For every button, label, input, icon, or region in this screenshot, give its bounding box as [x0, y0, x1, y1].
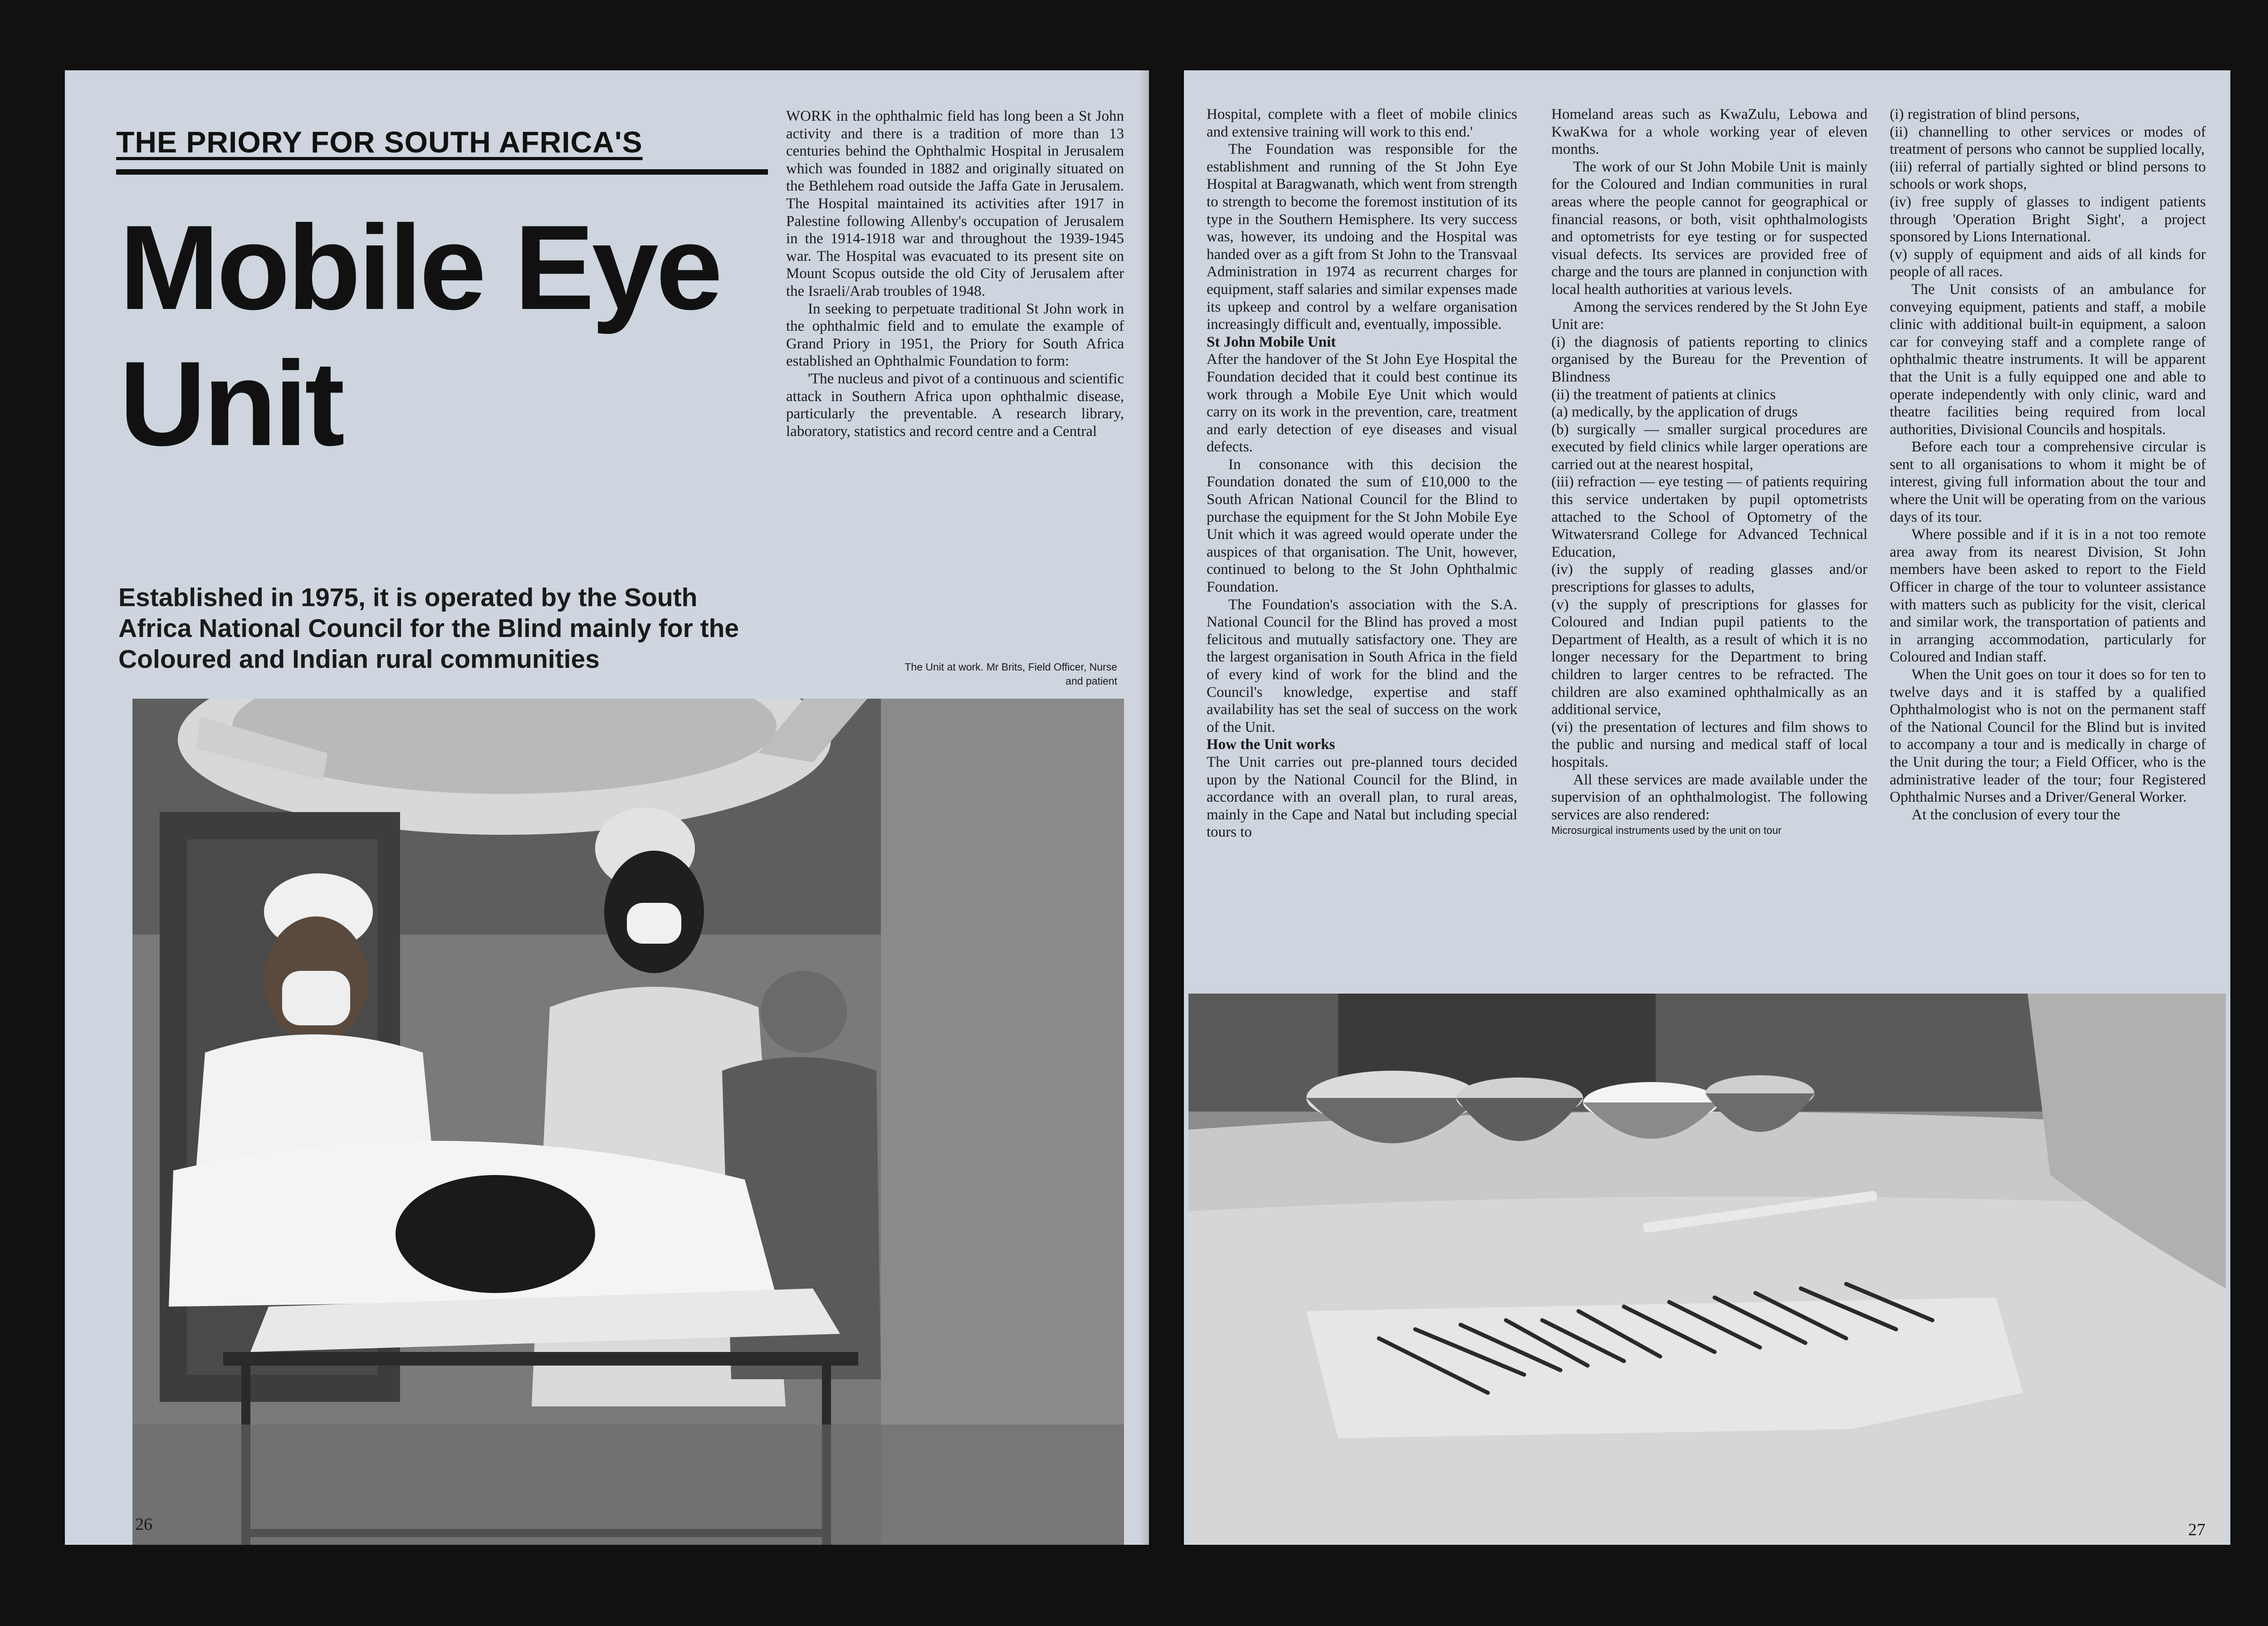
article-column-1 [1207, 106, 1517, 841]
paragraph: When the Unit goes on tour it does so for ten to twelve days and it is staffed by a qualified Ophthalmologist who is not on the permanent staff of the National Council for the Blind but is invited to accompany a tour and is medically in charge of the Unit during the tour; a Field Officer, who is the administrative leader of the tour; four Registered Ophthalmic Nurses and a Driver/General Worker. [1890, 666, 2206, 806]
right-page [1184, 70, 2230, 1545]
article-column-2 [1551, 106, 1867, 837]
kicker: THE PRIORY FOR SOUTH AFRICA'S [116, 125, 643, 159]
list-item: (i) registration of blind persons, [1890, 106, 2080, 122]
operating-theatre-photo-illustration [132, 699, 1124, 1545]
headline [119, 200, 827, 472]
paragraph: 'The nucleus and pivot of a continuous and scientific attack in Southern Africa upon ophthalmic disease, particularly the preventable. A research library, laboratory, statistics and record centre and a Central [786, 370, 1124, 440]
paragraph: After the handover of the St John Eye Hospital the Foundation decided that it could best continue its work through a Mobile Eye Unit which would carry on its work in the prevention, care, treatment and early detection of eye diseases and visual defects. [1207, 351, 1517, 455]
list-item: (iii) refraction — eye testing — of patients requiring this service undertaken by pupil optometrists attached to the School of Optometry of the Witwatersrand College for Advanced Technical Education, [1551, 474, 1867, 560]
list-item: (b) surgically — smaller surgical procedures are executed by field clinics while larger operations are carried out at the nearest hospital, [1551, 421, 1867, 473]
paragraph: Homeland areas such as KwaZulu, Lebowa and KwaKwa for a whole working year of eleven months. [1551, 106, 1867, 158]
list-item: (iv) free supply of glasses to indigent patients through 'Operation Bright Sight', a project sponsored by Lions International. [1890, 193, 2206, 245]
paragraph: Where possible and if it is in a not too remote area away from its nearest Division, St John members have been asked to report to the Field Officer in charge of the tour to volunteer assistance with matters such as publicity for the visit, clerical and similar work, the transportation of patients and in arranging accommodation, particularly for Coloured and Indian staff. [1890, 526, 2206, 666]
subheading: How the Unit works [1207, 736, 1335, 753]
paragraph: At the conclusion of every tour the [1911, 806, 2121, 823]
paragraph: The Unit carries out pre-planned tours decided upon by the National Council for the Blind, in accordance with an overall plan, to rural areas, mainly in the Cape and Natal but including special tours to [1207, 754, 1517, 841]
instruments-photo [1188, 994, 2226, 1545]
page-number: 27 [2188, 1520, 2205, 1539]
list-item: (vi) the presentation of lectures and film shows to the public and nursing and medical staff of local hospitals. [1551, 719, 1867, 770]
paragraph: The Foundation's association with the S.A. National Council for the Blind has proved a most felicitous and mutually satisfactory one. They are the largest organisation in South Africa in the field of every kind of work for the blind and the Council's knowledge, expertise and staff availability has set the seal of success on the work of the Unit. [1207, 596, 1517, 735]
paragraph: The work of our St John Mobile Unit is mainly for the Coloured and Indian communities in rural areas where the people cannot for geographical or financial reasons, or both, visit ophthalmologists and optometrists for eye testing or for suspected visual defects. Its services are provided free of charge and the tours are planned in conjunction with local health authorities at various levels. [1551, 158, 1867, 298]
photo-caption: The Unit at work. Mr Brits, Field Officer, Nurse and patient [904, 661, 1117, 687]
article-column-3 [1890, 106, 2206, 823]
paragraph: In seeking to perpetuate traditional St John work in the ophthalmic field and to emulate the example of Grand Priory in 1951, the Priory for South Africa established an Ophthalmic Foundation to form: [786, 300, 1124, 370]
paragraph: In consonance with this decision the Foundation donated the sum of £10,000 to the South African National Council for the Blind to purchase the equipment for the St John Mobile Eye Unit which it was agreed would operate under the auspices of that organisation. The Unit, however, continued to belong to the St John Ophthalmic Foundation. [1207, 456, 1517, 596]
paragraph: All these services are made available under the supervision of an ophthalmologist. The following services are also rendered: [1551, 771, 1867, 823]
article-column-left [786, 108, 1124, 440]
list-item: (iii) referral of partially sighted or blind persons to schools or work shops, [1890, 158, 2206, 193]
list-item: (iv) the supply of reading glasses and/or prescriptions for glasses to adults, [1551, 561, 1867, 596]
operating-theatre-photo [132, 699, 1124, 1545]
paragraph: WORK in the ophthalmic field has long been a St John activity and there is a tradition of more than 13 centuries behind the Ophthalmic Hospital in Jerusalem which was founded in 1882 and originally situated on the Bethlehem road outside the Jaffa Gate in Jerusalem. The Hospital maintained its activities after 1917 in Palestine following Allenby's occupation of Jerusalem in the 1914-1918 war and throughout the 1939-1945 war. The Hospital was evacuated to its present site on Mount Scopus outside the old City of Jerusalem after the Israeli/Arab troubles of 1948. [786, 108, 1124, 299]
paragraph: The Unit consists of an ambulance for conveying equipment, patients and staff, a mobile clinic with additional built-in equipment, a saloon car for conveying staff and a complete range of ophthalmic theatre instruments. It will be apparent that the Unit is a fully equipped one and able to operate independently with only clinic, ward and theatre facilities being required from local authorities, Divisional Councils and hospitals. [1890, 281, 2206, 438]
paragraph: Hospital, complete with a fleet of mobile clinics and extensive training will work to this end.' [1207, 106, 1517, 140]
standfirst: Established in 1975, it is operated by the South Africa National Council for the Blind mainly for the Coloured and Indian rural communities [118, 583, 739, 674]
list-item: (ii) the treatment of patients at clinics [1551, 386, 1776, 403]
paragraph: The Foundation was responsible for the establishment and running of the St John Eye Hospital at Baragwanath, which went from strength to strength to become the foremost institution of its type in the Southern Hemisphere. Its very success was, however, its undoing and the Hospital was handed over as a gift from St John to the Transvaal Administration in 1974 as recurrent charges for equipment, staff salaries and similar expenses made its upkeep and control by a welfare organisation increasingly difficult and, eventually, impossible. [1207, 141, 1517, 333]
photo-caption: Microsurgical instruments used by the unit on tour [1551, 824, 1782, 837]
list-item: (ii) channelling to other services or modes of treatment of persons who cannot be supplied locally, [1890, 123, 2206, 158]
headline-line-2: Unit [119, 337, 342, 471]
left-page [65, 70, 1149, 1545]
headline-line-1: Mobile Eye [119, 201, 720, 335]
subheading: St John Mobile Unit [1207, 333, 1336, 350]
list-item: (a) medically, by the application of drugs [1551, 404, 1798, 421]
list-item: (v) the supply of prescriptions for glasses for Coloured and Indian pupil patients to the Department of Health, as a result of which it is no longer necessary for the Department to bring children to larger centres to be refracted. The children are also examined ophthalmically as an additional service, [1551, 596, 1867, 718]
list-item: (i) the diagnosis of patients reporting to clinics organised by the Bureau for the Prevention of Blindness [1551, 333, 1867, 385]
paragraph: Before each tour a comprehensive circular is sent to all organisations to whom it might be of interest, giving full information about the tour and where the Unit will be operating from on the various days of its tour. [1890, 439, 2206, 525]
gutter-shadow [1139, 68, 1152, 1547]
instruments-photo-illustration [1188, 994, 2226, 1545]
kicker-rule [116, 169, 768, 175]
paragraph: Among the services rendered by the St John Eye Unit are: [1551, 299, 1867, 333]
page-number: 26 [135, 1515, 152, 1534]
list-item: (v) supply of equipment and aids of all kinds for people of all races. [1890, 246, 2206, 280]
